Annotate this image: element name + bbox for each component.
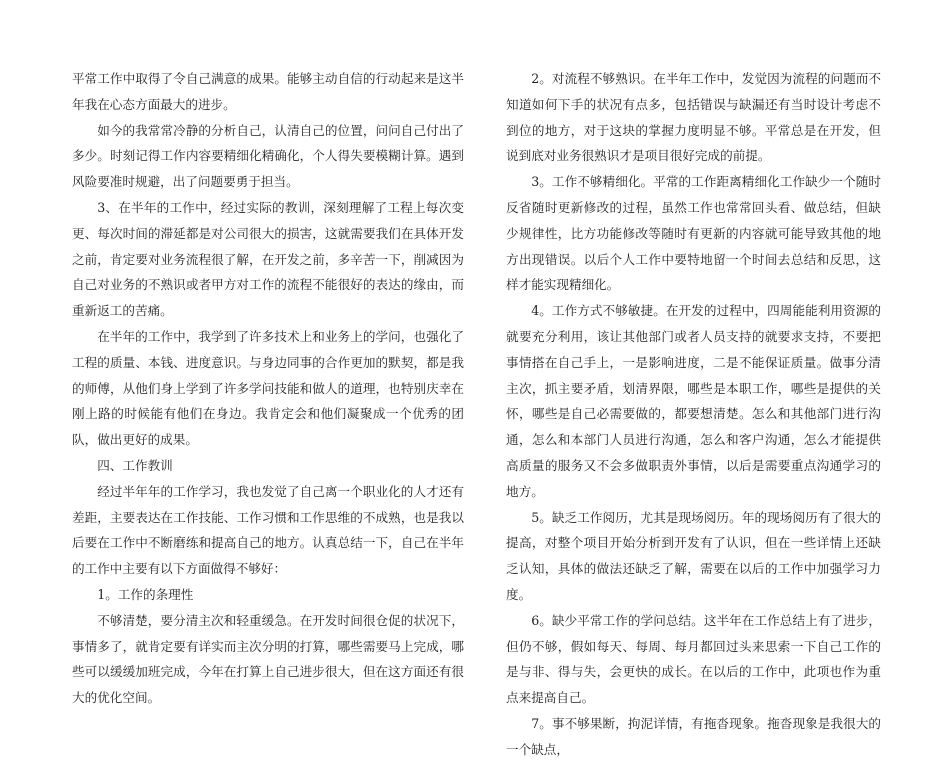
- section-heading: 四、工作教训: [97, 457, 173, 473]
- list-item: 5。缺乏工作阅历，尤其是现场阅历。年的现场阅历有了很大的提高，对整个项目开始分析到开发有了认识，但在一些详情上还缺乏认知，具体的做法还缺乏了解，需要在以后的工作中加强学习力度。: [506, 509, 881, 602]
- list-item: 6。缺少平常工作的学问总结。这半年在工作总结上有了进步，但仍不够，假如每天、每周、每月都回过头来思索一下自己工作的是与非、得与失，会更快的成长。在以后的工作中，此项也作为重点来提高自己。: [506, 612, 881, 706]
- paragraph: 不够清楚，要分清主次和轻重缓急。在开发时间很仓促的状况下，事情多了，就肯定要有详实而主次分明的打算，哪些需要马上完成，哪些可以缓缓加班完成，今年在打算上自己进步很大，但在这方面还有很大的优化空间。: [72, 612, 464, 706]
- list-item: 4。工作方式不够敏捷。在开发的过程中，四周能能利用资源的就要充分利用，该让其他部门或者人员支持的就要求支持，不要把事情搭在自己手上，一是影响进度，二是不能保证质量。做事分清主次，抓主要矛盾，划清界限，哪些是本职工作，哪些是提供的关怀，哪些是自己必需要做的，都要想清楚。怎么和其他部门进行沟通，怎么和本部门人员进行沟通，怎么和客户沟通，怎么才能提供高质量的服务又不会多做职责外事情，以后是需要重点沟通学习的地方。: [506, 303, 881, 499]
- left-column: [72, 66, 464, 711]
- paragraph: 在半年的工作中，我学到了许多技术上和业务上的学问，也强化了工程的质量、本钱、进度意识。与身边同事的合作更加的默契，都是我的师傅，从他们身上学到了许多学问技能和做人的道理，也特别庆幸在刚上路的时候能有他们在身边。我肯定会和他们凝聚成一个优秀的团队，做出更好的成果。: [72, 328, 464, 448]
- paragraph: 如今的我常常冷静的分析自己，认清自己的位置，问问自己付出了多少。时刻记得工作内容要精细化精确化，个人得失要模糊计算。遇到风险要准时规避，出了问题要勇于担当。: [72, 122, 464, 190]
- paragraph: 3、在半年的工作中，经过实际的教训，深刻理解了工程上每次变更、每次时间的滞延都是对公司很大的损害，这就需要我们在具体开发之前，肯定要对业务流程很了解，在开发之前，多辛苦一下，削减因为自己对业务的不熟识或者甲方对工作的流程不能很好的表达的缘由，而重新返工的苦痛。: [72, 199, 464, 319]
- list-item-heading: 1。工作的条理性: [97, 586, 194, 602]
- paragraph: 经过半年年的工作学习，我也发觉了自己离一个职业化的人才还有差距，主要表达在工作技能、工作习惯和工作思维的不成熟，也是我以后要在工作中不断磨练和提高自己的地方。认真总结一下，自己在半年的工作中主要有以下方面做得不够好：: [72, 483, 464, 577]
- paragraph-continuation: 平常工作中取得了令自己满意的成果。能够主动自信的行动起来是这半年我在心态方面最大的进步。: [72, 71, 464, 112]
- right-column: [506, 66, 881, 763]
- list-item: 7。事不够果断，拘泥详情，有拖沓现象。拖沓现象是我很大的一个缺点，: [506, 715, 881, 757]
- list-item: 2。对流程不够熟识。在半年工作中，发觉因为流程的问题而不知道如何下手的状况有点多，包括错误与缺漏还有当时设计考虑不到位的地方，对于这块的掌握力度明显不够。平常总是在开发，但说到底对业务很熟识才是项目很好完成的前提。: [506, 71, 881, 164]
- list-item: 3。工作不够精细化。平常的工作距离精细化工作缺少一个随时反省随时更新修改的过程，虽然工作也常常回头看、做总结，但缺少规律性，比方功能修改等随时有更新的内容就可能导致其他的地方出现错误。以后个人工作中要特地留一个时间去总结和反思，这样才能实现精细化。: [506, 174, 881, 293]
